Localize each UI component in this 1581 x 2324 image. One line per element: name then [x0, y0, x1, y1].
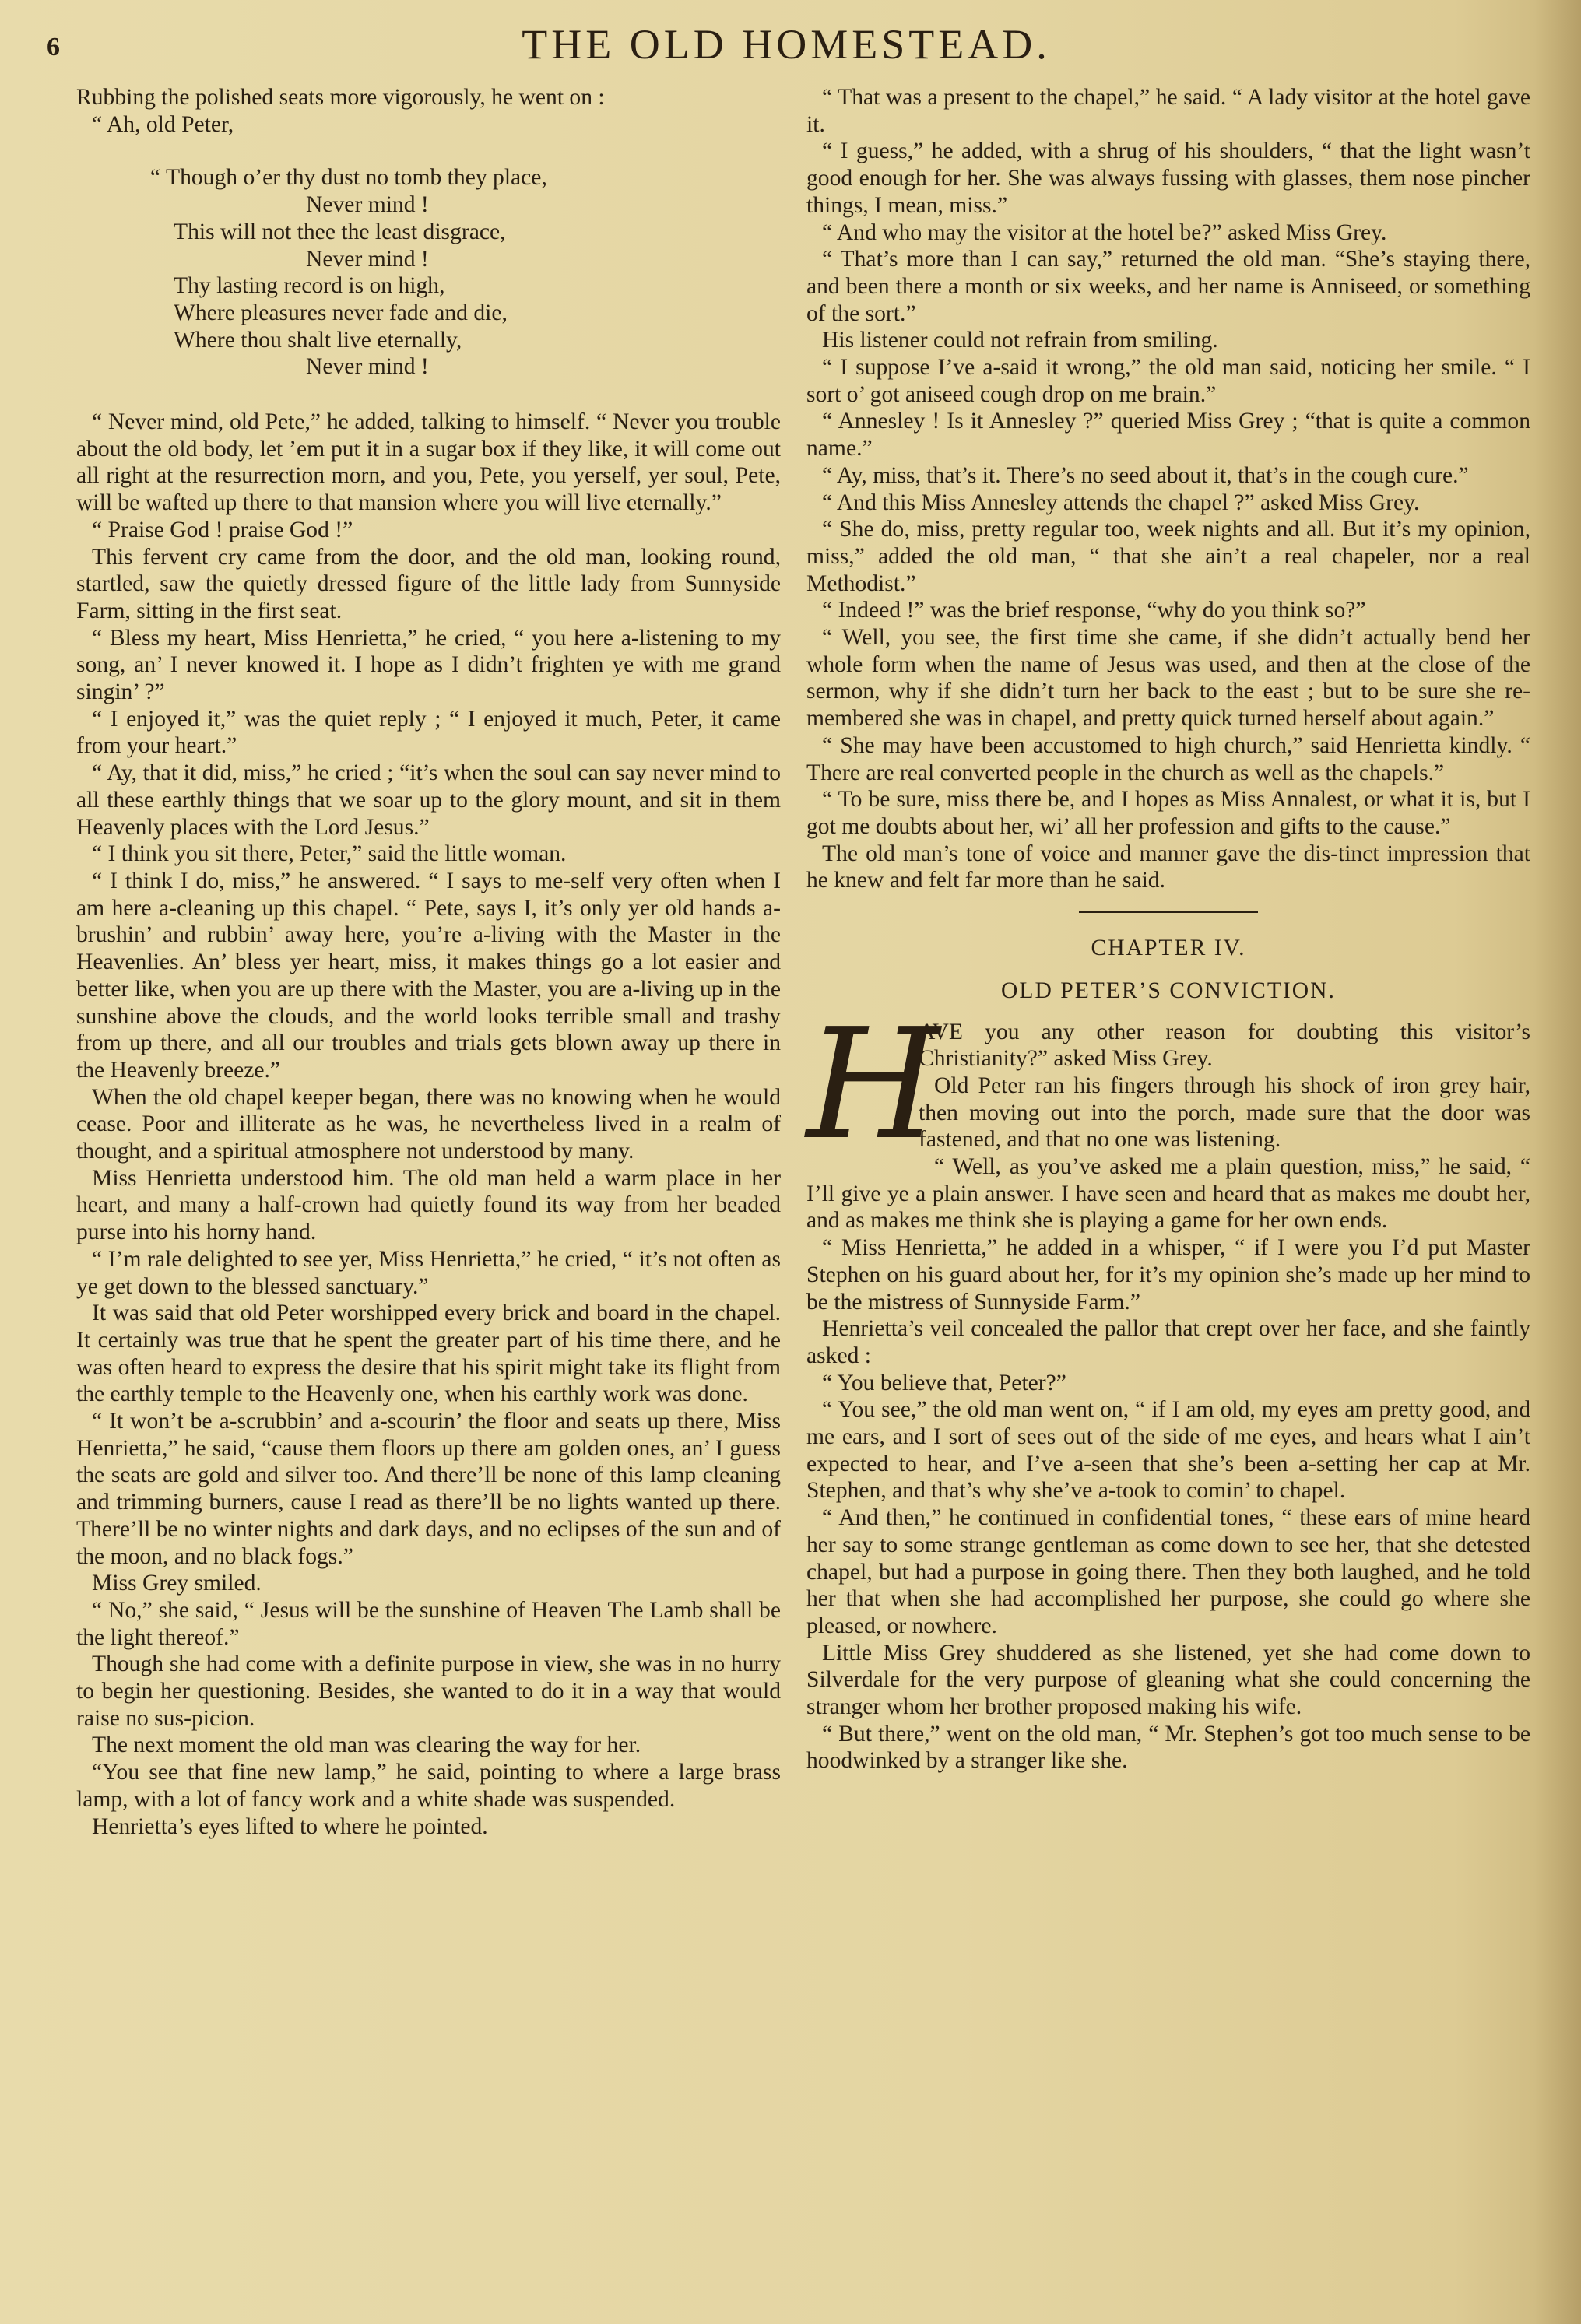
poem-verse: [150, 164, 781, 381]
paragraph: “ Ay, miss, that’s it. There’s no seed about it, that’s in the cough cure.”: [822, 462, 1469, 488]
paragraph: “ That’s more than I can say,” returned the old man. “She’s staying there, and been there a month or six weeks, and her name is Anniseed, or something of the sort.”: [806, 247, 1530, 326]
chapter-title: OLD PETER’S CONVICTION.: [1001, 978, 1336, 1003]
verse-line: “ Though o’er thy dust no tomb they place,: [150, 165, 547, 191]
paragraph: “ I’m rale delighted to see yer, Miss Henrietta,” he cried, “ it’s not often as ye get down to the blessed sanctuary.”: [76, 1246, 781, 1299]
chapter-label: CHAPTER IV.: [1091, 936, 1246, 961]
left-column: [76, 84, 781, 1840]
paragraph: “ No,” she said, “ Jesus will be the sunshine of Heaven The Lamb shall be the light thereof.”: [76, 1597, 781, 1650]
paragraph: “ I suppose I’ve a-said it wrong,” the old man said, noticing her smile. “ I sort o’ got aniseed cough drop on me brain.”: [806, 355, 1530, 407]
paragraph: “You see that fine new lamp,” he said, pointing to where a large brass lamp, with a lot of fancy work and a white shade was suspended.: [76, 1760, 781, 1812]
paragraph: “ That was a present to the chapel,” he said. “ A lady visitor at the hotel gave it.: [806, 85, 1530, 137]
verse-line: Where pleasures never fade and die,: [174, 300, 508, 325]
paragraph: Though she had come with a definite purpose in view, she was in no hurry to begin her questioning. Besides, she wanted to do it in a way that would raise no sus-picion.: [76, 1652, 781, 1731]
paragraph: Old Peter ran his fingers through his shock of iron grey hair, then moving out into the porch, made sure that the door was fastened, and that no one was listening.: [919, 1072, 1530, 1153]
page-spine-shadow: [1534, 0, 1581, 2324]
verse-line: This will not thee the least disgrace,: [174, 219, 506, 244]
paragraph: Henrietta’s eyes lifted to where he pointed.: [92, 1813, 488, 1839]
paragraph: “ To be sure, miss there be, and I hopes as Miss Annalest, or what it is, but I got me doubts about her, wi’ all her profession and gifts to the cause.”: [806, 787, 1530, 839]
paragraph: Miss Henrietta understood him. The old man held a warm place in her heart, and many a half-crown had quietly found its way from her beaded purse into his horny hand.: [76, 1165, 781, 1245]
verse-line: Never mind !: [306, 192, 429, 218]
drop-cap: H: [806, 995, 940, 1174]
paragraph: This fervent cry came from the door, and the old man, looking round, startled, saw the quietly dressed figure of the little lady from Sunnyside Farm, sitting in the first seat.: [76, 544, 781, 623]
paragraph: “ You believe that, Peter?”: [822, 1370, 1066, 1395]
paragraph: “ She may have been accustomed to high church,” said Henrietta kindly. “ There are real converted people in the church as well as the chapels.”: [806, 732, 1530, 785]
paragraph: “ Praise God ! praise God !”: [92, 517, 353, 542]
paragraph: “ Well, you see, the first time she came, if she didn’t actually bend her whole form when the name of Jesus was used, and then at the close of the sermon, why if she didn’t turn her back to the east ; but to be sure she re-membered she was in chapel, and pretty quick turned herself about again.”: [806, 625, 1530, 732]
paragraph: When the old chapel keeper began, there was no knowing when he would cease. Poor and illiterate as he was, he nevertheless lived in a realm of thought, and a spiritual atmosphere not understood by many.: [76, 1084, 781, 1164]
paragraph: It was said that old Peter worshipped every brick and board in the chapel. It certainly was true that he spent the greater part of his time there, and he was often heard to express the desire that his spirit might take its flight from the earthly temple to the Heavenly one, when his earthly work was done.: [76, 1301, 781, 1407]
paragraph: “ I think you sit there, Peter,” said the little woman.: [92, 841, 567, 867]
paragraph: “ I enjoyed it,” was the quiet reply ; “ I enjoyed it much, Peter, it came from your heart.”: [76, 706, 781, 759]
paragraph: AVE you any other reason for doubting this visitor’s Christianity?” asked Miss Grey.: [919, 1019, 1530, 1072]
verse-line: Where thou shalt live eternally,: [174, 327, 462, 353]
paragraph: “ But there,” went on the old man, “ Mr. Stephen’s got too much sense to be hoodwinked by a stranger like she.: [806, 1721, 1530, 1774]
paragraph: “ And this Miss Annesley attends the chapel ?” asked Miss Grey.: [822, 490, 1420, 515]
paragraph: “ And then,” he continued in confidential tones, “ these ears of mine heard her say to some strange gentleman as come down to see her, that she detested chapel, but had a purpose in going there. Then they both laughed, and he told her that when she had accomplished her purpose, she could go where she pleased, or nowhere.: [806, 1505, 1530, 1638]
paragraph: “ Well, as you’ve asked me a plain question, miss,” he said, “ I’ll give ye a plain answer. I have seen and heard that as makes me doubt her, and as makes me think she is playing a game for her own ends.: [806, 1154, 1530, 1234]
paragraph: “ Indeed !” was the brief response, “why do you think so?”: [822, 598, 1366, 623]
paragraph: “ She do, miss, pretty regular too, week nights and all. But it’s my opinion, miss,” added the old man, “ that she ain’t a real chapeler, nor a real Methodist.”: [806, 517, 1530, 596]
chapter-opening: [806, 995, 1530, 1174]
paragraph: “ Ah, old Peter,: [92, 111, 234, 137]
paragraph: The old man’s tone of voice and manner gave the dis-tinct impression that he knew and felt far more than he said.: [806, 841, 1530, 893]
right-column: [806, 84, 1530, 1775]
running-title: THE OLD HOMESTEAD.: [522, 21, 1051, 68]
page-header: [47, 20, 1526, 75]
paragraph: Little Miss Grey shuddered as she listened, yet she had come down to Silverdale for the very purpose of gleaning what she could concerning the stranger whom her brother proposed making his wife.: [806, 1640, 1530, 1720]
paragraph: “ Bless my heart, Miss Henrietta,” he cried, “ you here a-listening to my song, an’ I never knowed it. I hope as I didn’t frighten ye with me grand singin’ ?”: [76, 625, 781, 705]
paragraph: “ I think I do, miss,” he answered. “ I says to me-self very often when I am here a-cleaning up this chapel. “ Pete, says I, it’s only yer old hands a-brushin’ and rubbin’ away here, you’re a-living with the Master in the Heavenlies. An’ bless yer heart, miss, it makes things go a lot easier and better like, when you are up there with the Master, you are a-living up in the sunshine above the clouds, and the world looks terrible small and trashy from up there, and all our troubles and trials gets blown away up there in the Heavenly breeze.”: [76, 868, 781, 1083]
section-divider: [1079, 911, 1258, 913]
paragraph: “ It won’t be a-scrubbin’ and a-scourin’ the floor and seats up there, Miss Henrietta,” he said, “cause them floors up there am golden ones, an’ I guess the seats are gold and silver too. And there’ll be none of this lamp cleaning and trimming burners, cause I read as there’ll be no lights wanted up there. There’ll be no winter nights and dark days, and no eclipses of the sun and of the moon, and no black fogs.”: [76, 1409, 781, 1569]
paragraph: “ Miss Henrietta,” he added in a whisper, “ if I were you I’d put Master Stephen on his guard about her, for it’s my opinion she’s made up her mind to be the mistress of Sunnyside Farm.”: [806, 1235, 1530, 1315]
verse-line: Never mind !: [306, 354, 429, 380]
paragraph: “ Never mind, old Pete,” he added, talking to himself. “ Never you trouble about the old body, let ’em put it in a sugar box if they like, it will come out all right at the resurrection morn, and you, Pete, you yerself, yer soul, Pete, will be wafted up there to that mansion where you will live eternally.”: [76, 409, 781, 516]
paragraph: “ I guess,” he added, with a shrug of his shoulders, “ that the light wasn’t good enough for her. She was always fussing with glasses, them nose pincher things, I mean, miss.”: [806, 139, 1530, 218]
paragraph: Miss Grey smiled.: [92, 1571, 262, 1596]
paragraph: The next moment the old man was clearing the way for her.: [92, 1732, 641, 1758]
paragraph: Henrietta’s veil concealed the pallor that crept over her face, and she faintly asked :: [806, 1316, 1530, 1368]
paragraph: “ You see,” the old man went on, “ if I am old, my eyes am pretty good, and me ears, and I sort of sees out of the side of me eyes, and hears what I ain’t expected to hear, and I’ve a-seen that she’s been a-setting her cap at Mr. Stephen, and that’s why she’ve a-took to comin’ to chapel.: [806, 1397, 1530, 1504]
paragraph: “ And who may the visitor at the hotel be?” asked Miss Grey.: [822, 219, 1387, 245]
page-number: 6: [47, 33, 60, 61]
paragraph: “ Annesley ! Is it Annesley ?” queried Miss Grey ; “that is quite a common name.”: [806, 409, 1530, 462]
paragraph: His listener could not refrain from smiling.: [822, 328, 1218, 353]
paragraph: Rubbing the polished seats more vigorously, he went on :: [76, 85, 605, 110]
paragraph: “ Ay, that it did, miss,” he cried ; “it’s when the soul can say never mind to all these earthly things that we soar up to the glory mount, and sit in them Heavenly places with the Lord Jesus.”: [76, 760, 781, 840]
verse-line: Never mind !: [306, 246, 429, 272]
verse-line: Thy lasting record is on high,: [174, 273, 445, 299]
